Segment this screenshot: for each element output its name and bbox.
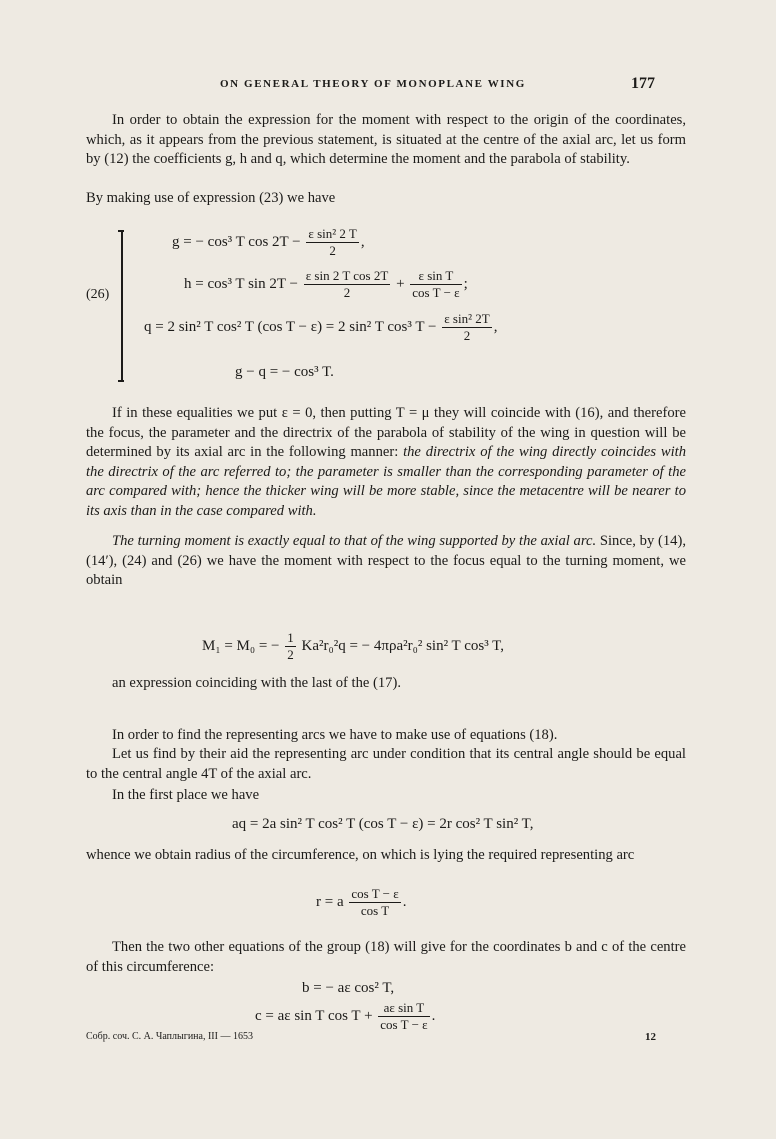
equation-q: q = 2 sin² T cos² T (cos T − ε) = 2 sin² T cos³ T − $\frac{\text{ε sin² 2T}}{2}$ , (144, 311, 498, 343)
page-number: 177 (631, 75, 655, 92)
paragraph-2: By making use of expression (23) we have (86, 190, 336, 206)
footer-signature: 12 (645, 1031, 656, 1043)
equation-r-fraction (349, 886, 400, 919)
equation-r: r = a $\frac{\text{cos T − ε}}{\text{cos T}}$ . (316, 886, 407, 918)
running-title: ON GENERAL THEORY OF MONOPLANE WING (220, 78, 526, 90)
paragraph-3-italic: the directrix of the wing directly coincides with the directrix of the arc referred to; the parameter is smaller than the corresponding parameter of the arc compared with; hence the thicker wing will be more stable, since the metacentre will be nearer to its axis than in the case compared with. (86, 444, 686, 519)
footer-source: Собр. соч. С. А. Чаплыгина, III — 1653 (86, 1031, 253, 1042)
fraction-numerator: ε sin² 2T (444, 311, 490, 326)
equation-label-26: (26) (86, 287, 110, 302)
running-header (0, 75, 776, 98)
equation-moment-fraction (285, 630, 296, 663)
equation-moment-lhs: M₁ = M₀ = − (202, 637, 280, 654)
plus-sign: + (396, 275, 405, 292)
paragraph-3 (86, 404, 686, 522)
paragraph-3-text: If in these equalities we put ε = 0, then putting T = μ they will coincide with (16), and therefore the focus, the parameter and the directrix of the parabola of stability of the wing in question will be determined by its axial arc in the following manner: (86, 405, 686, 461)
fraction-numerator: ε sin² 2 T (308, 226, 357, 241)
brace-top (118, 230, 124, 232)
paragraph-8: In the first place we have (112, 787, 260, 803)
equation-g-fraction (306, 226, 358, 259)
equation-moment (202, 630, 504, 663)
fraction-denominator: 2 (306, 242, 358, 259)
fraction-denominator: cos T − ε (412, 285, 460, 300)
fraction-denominator: cos T (349, 902, 400, 919)
fraction-numerator: ε sin T (418, 268, 454, 283)
equation-aq: aq = 2a sin² T cos² T (cos T − ε) = 2r cos² T sin² T, (232, 816, 534, 832)
equation-g-minus-q: g − q = − cos³ T. (235, 364, 334, 380)
paragraph-4-text: Since, by (14), (14′), (24) and (26) we have the moment with respect to the focus equal to the turning moment, we obtain (86, 533, 686, 589)
paragraph-5: an expression coinciding with the last of the (17). (112, 675, 401, 691)
fraction-denominator: cos T − ε (380, 1017, 428, 1032)
equation-h: h = cos³ T sin 2T − $\frac{\text{ε sin 2 T cos 2T}}{2}$ + $\frac{\text{ε sin T}}{\text{cos T − ε}}$ ; (184, 268, 468, 300)
paragraph-4-italic: The turning moment is exactly equal to that of the wing supported by the axial arc. (112, 533, 597, 549)
fraction-numerator: cos T − ε (351, 886, 399, 901)
fraction-denominator: 2 (304, 284, 391, 301)
paragraph-4 (86, 532, 686, 591)
equation-q-fraction (442, 311, 491, 344)
paragraph-10: Then the two other equations of the group (18) will give for the coordinates b and c of the centre of this circumference: (86, 939, 686, 975)
brace-bottom (118, 380, 124, 382)
paragraph-6: In order to find the representing arcs we have to make use of equations (18). (112, 727, 558, 743)
fraction-denominator: 2 (287, 647, 294, 662)
paragraph-7: Let us find by their aid the representing arc under condition that its central angle should be equal to the central angle 4T of the axial arc. (86, 746, 686, 782)
equation-moment-rhs: Ka²r₀²q = − 4πρa²r₀² sin² T cos³ T, (301, 637, 504, 654)
equation-r-lhs: r = a (316, 893, 344, 910)
fraction-denominator: 2 (442, 327, 491, 344)
equation-c-lhs: c = aε sin T cos T + (255, 1007, 373, 1024)
equation-c: c = aε sin T cos T + $\frac{\text{aε sin T}}{\text{cos T − ε}}$ . (255, 1000, 436, 1032)
equation-h-fraction-1 (304, 268, 391, 301)
fraction-numerator: 1 (287, 630, 294, 645)
equation-b: b = − aε cos² T, (302, 980, 395, 996)
equation-h-lhs: h = cos³ T sin 2T − (184, 275, 298, 292)
equation-h-fraction-2 (410, 268, 461, 301)
fraction-numerator: aε sin T (383, 1000, 425, 1015)
fraction-numerator: ε sin 2 T cos 2T (305, 268, 389, 283)
equation-brace (121, 230, 123, 382)
paragraph-1: In order to obtain the expression for the moment with respect to the origin of the coordinates, which, as it appears from the previous statement, is situated at the centre of the axial arc, let us form by (12) the coefficients g, h and q, which determine the moment and the parabola of stability. (86, 112, 686, 168)
equation-g: g = − cos³ T cos 2T − $\frac{\text{ε sin² 2 T}}{2}$ , (172, 226, 365, 258)
equation-q-lhs: q = 2 sin² T cos² T (cos T − ε) = 2 sin² T cos³ T − (144, 318, 437, 335)
equation-g-lhs: g = − cos³ T cos 2T − (172, 233, 301, 250)
paragraph-9: whence we obtain radius of the circumference, on which is lying the required representing arc (86, 847, 635, 863)
equation-c-fraction (378, 1000, 429, 1033)
